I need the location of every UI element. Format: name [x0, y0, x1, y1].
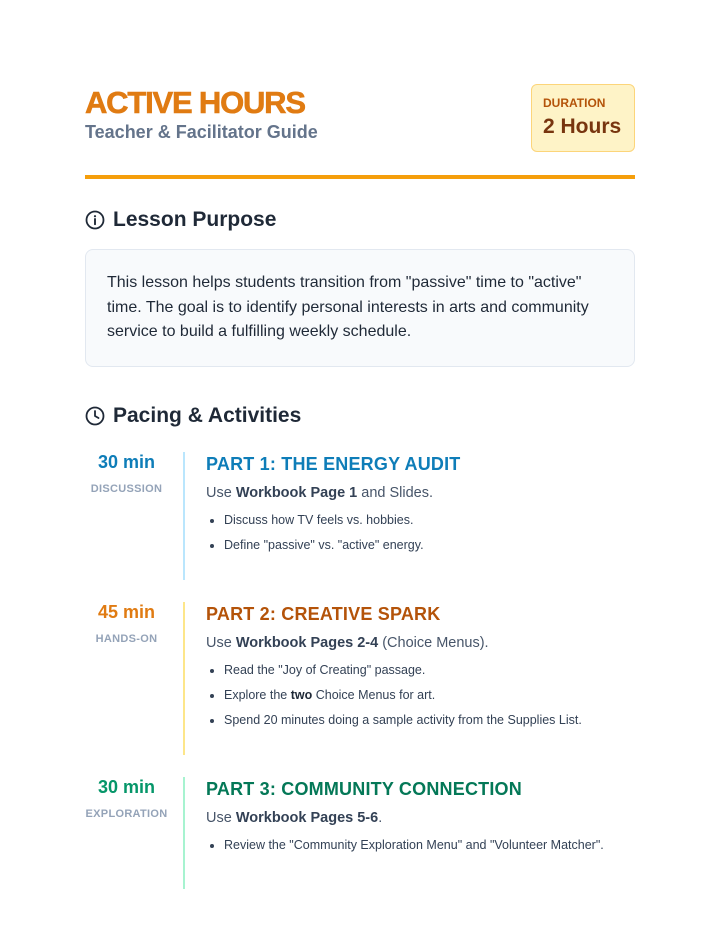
activity-timeline-line — [183, 602, 185, 755]
lesson-purpose-heading — [85, 206, 276, 234]
activity-materials: Use Workbook Pages 5-6. — [206, 810, 383, 826]
page-title: ACTIVE HOURS — [85, 85, 305, 120]
header-divider — [85, 175, 635, 179]
pacing-title: Pacing & Activities — [113, 404, 302, 427]
info-icon — [85, 210, 105, 230]
activity-steps — [206, 512, 636, 554]
lesson-purpose-box — [85, 249, 635, 367]
activity-time: 30 min — [97, 452, 156, 472]
activity-time: 30 min — [97, 777, 156, 797]
duration-value: 2 Hours — [543, 115, 622, 138]
list-item: • Review the "Community Exploration Menu" and "Volunteer Matcher". — [224, 837, 636, 854]
activity-time: 45 min — [97, 602, 156, 622]
list-item: • Discuss how TV feels vs. hobbies. — [224, 512, 636, 529]
activity-title: PART 2: CREATIVE SPARK — [206, 604, 441, 624]
activity-steps — [206, 837, 636, 854]
activity-tag: EXPLORATION — [85, 808, 168, 820]
activity-content — [206, 451, 636, 562]
activity-content — [206, 776, 636, 862]
list-item: • Spend 20 minutes doing a sample activity from the Supplies List. — [224, 712, 636, 729]
list-item: • Define "passive" vs. "active" energy. — [224, 537, 636, 554]
clock-icon — [85, 406, 105, 426]
activity-title: PART 3: COMMUNITY CONNECTION — [206, 779, 522, 799]
pacing-heading — [85, 402, 301, 430]
activity-steps — [206, 662, 636, 729]
duration-badge — [531, 84, 635, 152]
list-item: • Read the "Joy of Creating" passage. — [224, 662, 636, 679]
activity-content — [206, 601, 636, 737]
lesson-purpose-title: Lesson Purpose — [113, 208, 277, 231]
activity-tag: HANDS-ON — [95, 633, 158, 645]
header — [85, 84, 635, 180]
activity-materials: Use Workbook Page 1 and Slides. — [206, 485, 434, 501]
activity-tag: DISCUSSION — [90, 483, 163, 495]
activity-materials: Use Workbook Pages 2-4 (Choice Menus). — [206, 635, 489, 651]
list-item: • Explore the two Choice Menus for art. — [224, 687, 636, 704]
activity-timeline-line — [183, 777, 185, 889]
duration-label: DURATION — [543, 96, 606, 110]
lesson-purpose-text: This lesson helps students transition from "passive" time to "active" time. The goal is to identify personal interests in arts and community service to build a fulfilling weekly schedule. — [107, 274, 589, 340]
page-subtitle: Teacher & Facilitator Guide — [85, 122, 318, 142]
activity-timeline-line — [183, 452, 185, 580]
activity-title: PART 1: THE ENERGY AUDIT — [206, 454, 461, 474]
